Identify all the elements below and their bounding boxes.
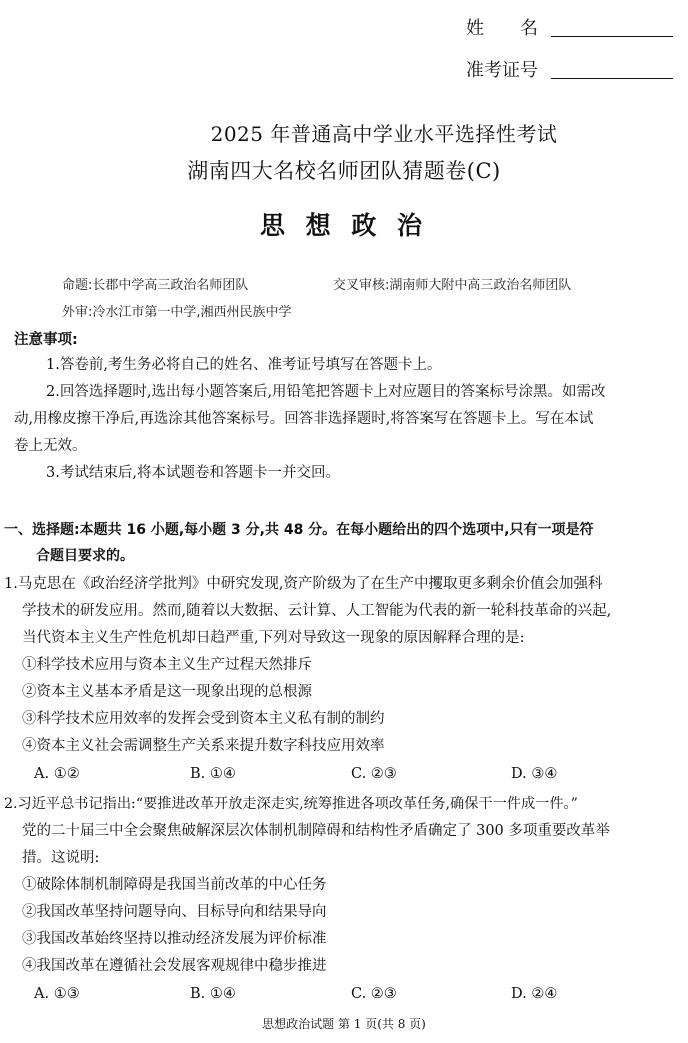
note-item-2-line-2: 动,用橡皮擦干净后,再选涂其他答案标号。回答非选择题时,将答案写在答题卡上。写在本试 [14, 411, 594, 427]
question-1-stem-line-1: 1.马克思在《政治经济学批判》中研究发现,资产阶级为了在生产中攫取更多剩余价值会加强科 [4, 576, 603, 592]
question-1-statement-4: ④资本主义社会需调整生产关系来提升数字科技应用效率 [22, 738, 385, 754]
exam-title: 2025 年普通高中学业水平选择性考试 [210, 122, 558, 146]
question-2-stem-line-1: 2.习近平总书记指出:“要推进改革开放走深走实,统筹推进各项改革任务,确保干一件成一件。” [4, 796, 578, 812]
question-1-option-d[interactable]: D. ③④ [511, 766, 558, 782]
question-2-statement-1: ①破除体制机制障碍是我国当前改革的中心任务 [22, 877, 327, 893]
name-field-line[interactable] [551, 36, 673, 37]
question-2-stem-line-3: 措。这说明: [22, 850, 100, 866]
question-1-stem-line-3: 当代资本主义生产性危机却日趋严重,下列对导致这一现象的原因解释合理的是: [22, 630, 525, 646]
external-review-credit: 外审:冷水江市第一中学,湘西州民族中学 [62, 305, 292, 320]
question-2-statement-3: ③我国改革始终坚持以推动经济发展为评价标准 [22, 931, 327, 947]
id-number-label: 准考证号 [466, 60, 538, 81]
question-1-option-c[interactable]: C. ②③ [351, 766, 397, 782]
notes-title: 注意事项: [14, 332, 78, 348]
note-item-3: 3.考试结束后,将本试题卷和答题卡一并交回。 [46, 465, 340, 481]
section-heading-line-1: 一、选择题:本题共 16 小题,每小题 3 分,共 48 分。在每小题给出的四个选项中,只有一项是符 [4, 522, 594, 538]
question-2-statement-4: ④我国改革在遵循社会发展客观规律中稳步推进 [22, 958, 327, 974]
question-1-statement-3: ③科学技术应用效率的发挥会受到资本主义私有制的制约 [22, 711, 385, 727]
section-heading-line-2: 合题目要求的。 [36, 548, 134, 564]
note-item-2-line-3: 卷上无效。 [14, 438, 87, 454]
question-2-stem-line-2: 党的二十届三中全会聚焦破解深层次体制机制障碍和结构性矛盾确定了 300 多项重要改革举 [22, 823, 610, 839]
question-2-statement-2: ②我国改革坚持问题导向、目标导向和结果导向 [22, 904, 327, 920]
question-1-option-a[interactable]: A. ①② [34, 766, 80, 782]
reviewer-credit: 交叉审核:湖南师大附中高三政治名师团队 [333, 278, 572, 293]
subject-title: 思 想 政 治 [259, 211, 429, 240]
page-footer: 思想政治试题 第 1 页(共 8 页) [262, 1017, 426, 1031]
note-item-1: 1.答卷前,考生务必将自己的姓名、准考证号填写在答题卡上。 [46, 357, 442, 373]
author-credit: 命题:长郡中学高三政治名师团队 [62, 278, 249, 293]
question-2-option-c[interactable]: C. ②③ [351, 986, 397, 1002]
question-1-option-b[interactable]: B. ①④ [190, 766, 236, 782]
question-1-statement-2: ②资本主义基本矛盾是这一现象出现的总根源 [22, 684, 312, 700]
question-2-option-a[interactable]: A. ①③ [34, 986, 80, 1002]
question-1-stem-line-2: 学技术的研发应用。然而,随着以大数据、云计算、人工智能为代表的新一轮科技革命的兴起, [22, 603, 612, 619]
id-number-field-line[interactable] [551, 78, 673, 79]
question-1-statement-1: ①科学技术应用与资本主义生产过程天然排斥 [22, 657, 312, 673]
question-2-option-b[interactable]: B. ①④ [190, 986, 236, 1002]
exam-subtitle: 湖南四大名校名师团队猜题卷(C) [187, 159, 501, 183]
name-label: 姓 名 [466, 18, 538, 39]
question-2-option-d[interactable]: D. ②④ [511, 986, 558, 1002]
note-item-2-line-1: 2.回答选择题时,选出每小题答案后,用铅笔把答题卡上对应题目的答案标号涂黑。如需改 [46, 384, 606, 400]
